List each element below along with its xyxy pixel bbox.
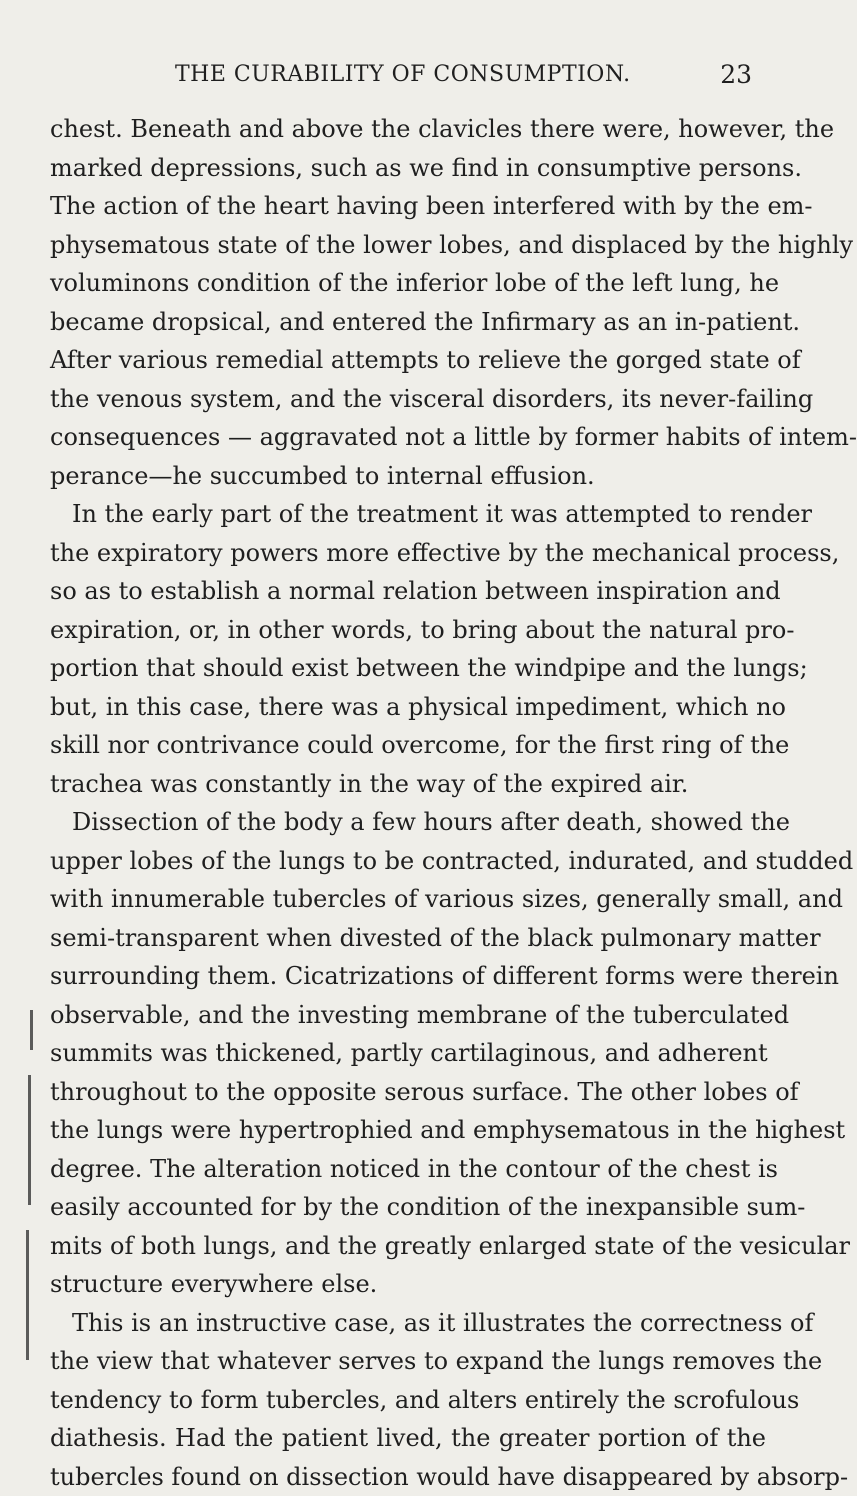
running-title: THE CURABILITY OF CONSUMPTION.	[175, 62, 570, 87]
text-line: The action of the heart having been interfered with by the em-	[50, 187, 766, 226]
text-line: summits was thickened, partly cartilaginous, and adherent	[50, 1034, 766, 1073]
text-line: tubercles found on dissection would have disappeared by absorp-	[50, 1458, 766, 1496]
text-line: perance—he succumbed to internal effusion.	[50, 457, 766, 496]
text-line: After various remedial attempts to relieve the gorged state of	[50, 341, 766, 380]
text-line: the venous system, and the visceral disorders, its never-failing	[50, 380, 766, 419]
text-line: trachea was constantly in the way of the expired air.	[50, 765, 766, 804]
text-line: voluminons condition of the inferior lobe of the left lung, he	[50, 264, 766, 303]
page-number: 23	[720, 60, 752, 89]
text-line: the view that whatever serves to expand the lungs removes the	[50, 1342, 766, 1381]
text-line: structure everywhere else.	[50, 1265, 766, 1304]
text-line: surrounding them. Cicatrizations of different forms were therein	[50, 957, 766, 996]
text-line: tendency to form tubercles, and alters entirely the scrofulous	[50, 1381, 766, 1420]
text-line: mits of both lungs, and the greatly enlarged state of the vesicular	[50, 1227, 766, 1266]
binding-shadow	[30, 1010, 33, 1050]
text-line: portion that should exist between the windpipe and the lungs;	[50, 649, 766, 688]
text-line: became dropsical, and entered the Infirmary as an in-patient.	[50, 303, 766, 342]
paragraph-first-line: In the early part of the treatment it was attempted to render	[50, 495, 766, 534]
text-line: diathesis. Had the patient lived, the greater portion of the	[50, 1419, 766, 1458]
paragraph-first-line: Dissection of the body a few hours after death, showed the	[50, 803, 766, 842]
text-line: the expiratory powers more effective by the mechanical process,	[50, 534, 766, 573]
binding-shadow	[26, 1230, 29, 1360]
text-line: consequences — aggravated not a little by former habits of intem-	[50, 418, 766, 457]
text-line: skill nor contrivance could overcome, for the first ring of the	[50, 726, 766, 765]
text-line: so as to establish a normal relation between inspiration and	[50, 572, 766, 611]
text-line: with innumerable tubercles of various sizes, generally small, and	[50, 880, 766, 919]
text-line: degree. The alteration noticed in the contour of the chest is	[50, 1150, 766, 1189]
text-line: observable, and the investing membrane of the tuberculated	[50, 996, 766, 1035]
binding-shadow	[28, 1075, 31, 1205]
text-line: but, in this case, there was a physical impediment, which no	[50, 688, 766, 727]
paragraph-first-line: This is an instructive case, as it illustrates the correctness of	[50, 1304, 766, 1343]
text-line: marked depressions, such as we find in consumptive persons.	[50, 149, 766, 188]
text-line: upper lobes of the lungs to be contracted, indurated, and studded	[50, 842, 766, 881]
text-line: expiration, or, in other words, to bring about the natural pro-	[50, 611, 766, 650]
body-text	[50, 110, 766, 1496]
text-line: physematous state of the lower lobes, and displaced by the highly	[50, 226, 766, 265]
text-line: easily accounted for by the condition of the inexpansible sum-	[50, 1188, 766, 1227]
text-line: throughout to the opposite serous surface. The other lobes of	[50, 1073, 766, 1112]
text-line: the lungs were hypertrophied and emphysematous in the highest	[50, 1111, 766, 1150]
text-line: semi-transparent when divested of the black pulmonary matter	[50, 919, 766, 958]
text-line: chest. Beneath and above the clavicles there were, however, the	[50, 110, 766, 149]
